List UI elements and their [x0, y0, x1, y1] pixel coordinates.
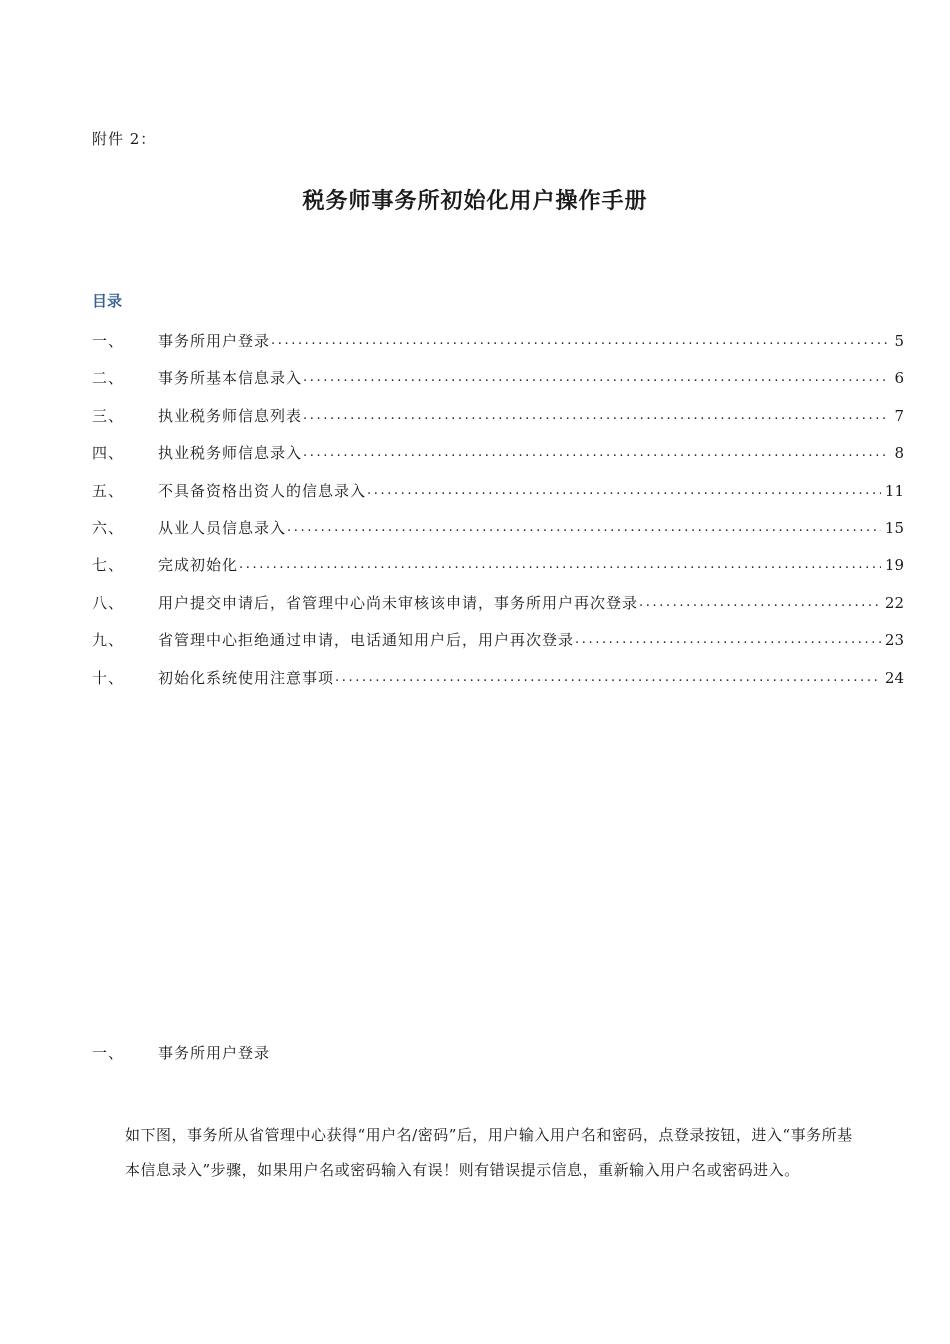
toc-entry-page: 19 [884, 556, 904, 575]
toc-entry-number: 九、 [92, 631, 125, 650]
toc-entry-title: 执业税务师信息录入 [158, 444, 303, 463]
toc-entry-number: 七、 [92, 556, 125, 575]
toc-dot-leader [271, 330, 890, 352]
toc-entry-page: 6 [894, 369, 904, 388]
toc-entry[interactable] [92, 367, 904, 404]
toc-entry-page: 11 [884, 481, 904, 500]
toc-heading: 目录 [92, 292, 123, 310]
toc-entry-title: 初始化系统使用注意事项 [158, 668, 335, 687]
toc-entry-title: 用户提交申请后，省管理中心尚未审核该申请，事务所用户再次登录 [158, 593, 639, 612]
section-paragraph: 如下图，事务所从省管理中心获得“用户名/密码”后，用户输入用户名和密码，点登录按钮，进入“事务所基本信息录入”步骤，如果用户名或密码输入有误！则有错误提示信息，重新输入用户名或密码进入。 [125, 1126, 853, 1179]
toc-entry[interactable] [92, 517, 904, 554]
toc-entry-page: 5 [894, 332, 904, 350]
toc-entry-page: 8 [894, 444, 904, 463]
toc-entry-title: 省管理中心拒绝通过申请，电话通知用户后，用户再次登录 [158, 631, 575, 650]
toc-entry[interactable] [92, 330, 904, 367]
toc-entry-number: 五、 [92, 481, 125, 500]
toc-entry-page: 7 [894, 406, 904, 425]
toc-entry[interactable] [92, 405, 904, 442]
toc-entry[interactable] [92, 592, 904, 629]
toc-dot-leader [639, 592, 881, 614]
toc-entry-title: 从业人员信息录入 [158, 518, 287, 537]
section-heading [92, 1042, 270, 1063]
toc-entry-number: 六、 [92, 518, 125, 537]
attachment-label: 附件 2： [92, 130, 157, 148]
toc-entry-page: 23 [884, 631, 904, 650]
toc-entry-number: 二、 [92, 369, 125, 388]
toc-entry-title: 完成初始化 [158, 556, 239, 575]
toc-entry[interactable] [92, 442, 904, 479]
toc-entry-number: 十、 [92, 668, 125, 687]
document-title: 税务师事务所初始化用户操作手册 [302, 189, 648, 214]
toc-entry[interactable] [92, 480, 904, 517]
toc-entry-title: 事务所用户登录 [158, 332, 271, 350]
toc-dot-leader [575, 629, 881, 651]
toc-entry-number: 三、 [92, 406, 125, 425]
toc-entry-number: 一、 [92, 332, 125, 350]
toc-dot-leader [303, 405, 890, 427]
toc-entry-title: 事务所基本信息录入 [158, 369, 303, 388]
toc-entry-page: 24 [884, 668, 904, 687]
table-of-contents [92, 330, 904, 704]
toc-entry-number: 四、 [92, 444, 125, 463]
toc-entry-page: 22 [884, 593, 904, 612]
toc-entry-number: 八、 [92, 593, 125, 612]
toc-dot-leader [367, 480, 881, 502]
section-title: 事务所用户登录 [158, 1044, 271, 1062]
toc-entry[interactable] [92, 629, 904, 666]
toc-dot-leader [335, 667, 881, 689]
toc-entry-title: 不具备资格出资人的信息录入 [158, 481, 367, 500]
toc-dot-leader [303, 367, 890, 389]
toc-entry[interactable] [92, 667, 904, 704]
toc-dot-leader [239, 554, 881, 576]
toc-entry[interactable] [92, 554, 904, 591]
toc-dot-leader [287, 517, 881, 539]
toc-dot-leader [303, 442, 890, 464]
toc-entry-title: 执业税务师信息列表 [158, 406, 303, 425]
toc-entry-page: 15 [884, 518, 904, 537]
section-number: 一、 [92, 1044, 125, 1062]
